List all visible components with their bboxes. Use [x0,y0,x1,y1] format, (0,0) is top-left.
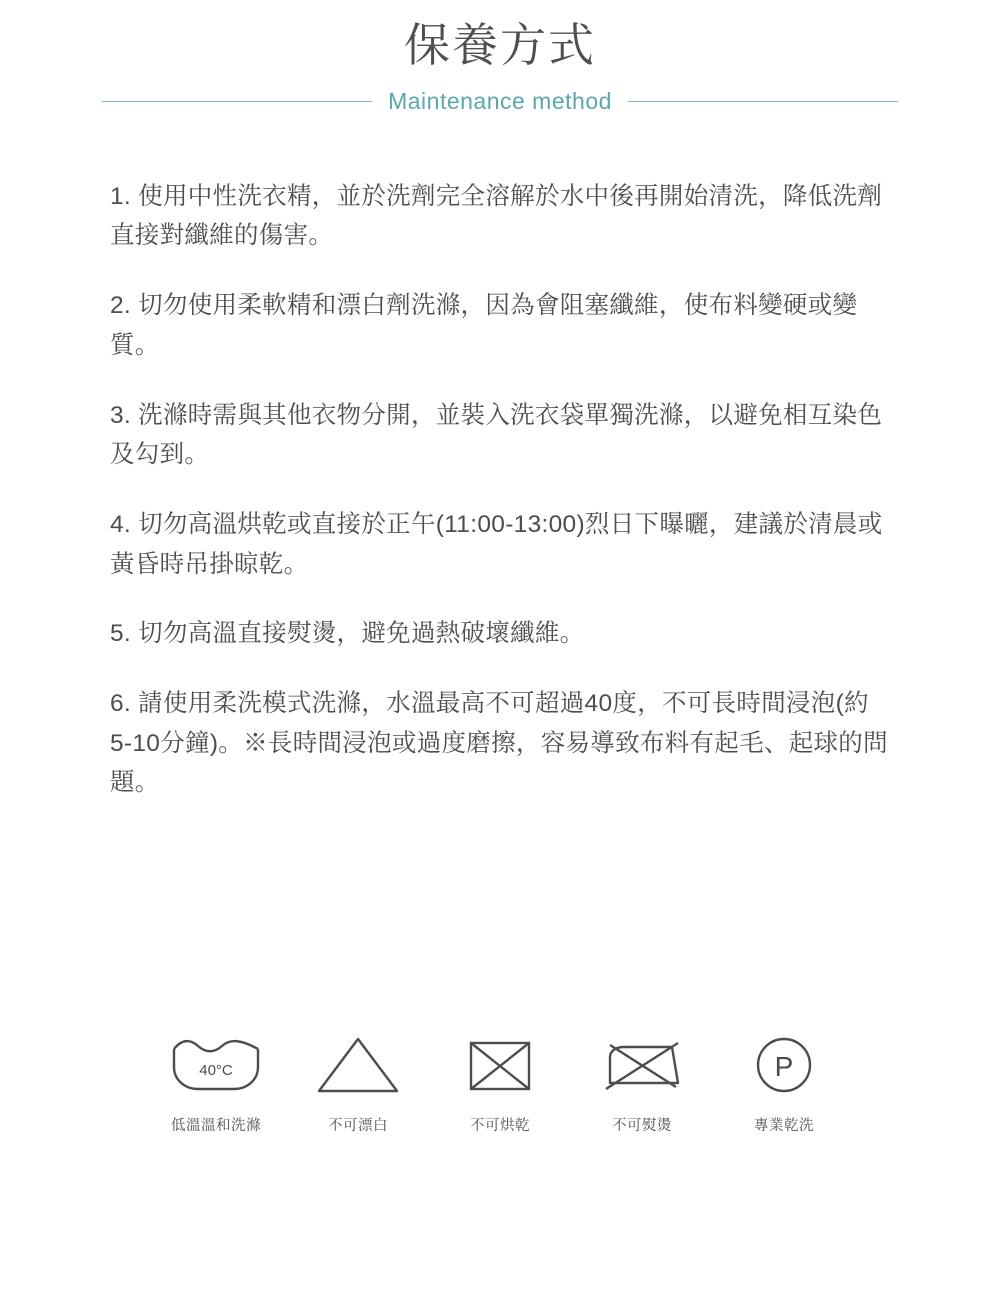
page-header [0,0,1000,115]
care-symbol-wash [164,1028,268,1135]
care-symbol-row [0,1028,1000,1135]
care-symbol-caption: 低溫溫和洗滌 [171,1118,261,1134]
care-symbol-caption: 不可熨燙 [612,1118,672,1134]
wash-tub-icon [168,1028,264,1100]
dry-clean-letter: P [774,1051,794,1082]
care-symbol-iron [590,1028,694,1135]
page-subtitle: Maintenance method [388,87,612,114]
list-item: 6. 請使用柔洗模式洗滌，水溫最高不可超過40度，不可長時間浸泡(約5-10分鐘)。※長時間浸泡或過度磨擦，容易導致布料有起毛、起球的問題。 [110,689,888,797]
no-bleach-triangle-icon [315,1028,401,1100]
list-item: 5. 切勿高溫直接熨燙，避免過熱破壞纖維。 [110,620,585,648]
divider-right [628,101,898,102]
wash-temp-label: 40°C [199,1062,233,1079]
care-symbol-tumble-dry [448,1028,552,1135]
care-symbol-bleach [306,1028,410,1135]
no-iron-icon [602,1028,682,1100]
care-symbol-caption: 不可漂白 [328,1118,388,1134]
no-tumble-dry-icon [465,1028,535,1100]
list-item: 3. 洗滌時需與其他衣物分開，並裝入洗衣袋單獨洗滌，以避免相互染色及勾到。 [110,401,883,469]
instruction-list [110,177,890,803]
divider-left [102,101,372,102]
care-symbol-caption: 專業乾洗 [754,1118,814,1134]
list-item: 1. 使用中性洗衣精，並於洗劑完全溶解於水中後再開始清洗，降低洗劑直接對纖維的傷害。 [110,182,883,250]
care-symbol-caption: 不可烘乾 [470,1118,530,1134]
list-item: 4. 切勿高溫烘乾或直接於正午(11:00-13:00)烈日下曝曬，建議於清晨或黃昏時吊掛晾乾。 [110,510,883,578]
professional-dry-clean-p-icon [752,1028,816,1100]
care-symbol-dry-clean [732,1028,836,1135]
page-title: 保養方式 [404,19,596,71]
list-item: 2. 切勿使用柔軟精和漂白劑洗滌，因為會阻塞纖維，使布料變硬或變質。 [110,292,858,359]
subtitle-row [0,88,1000,115]
